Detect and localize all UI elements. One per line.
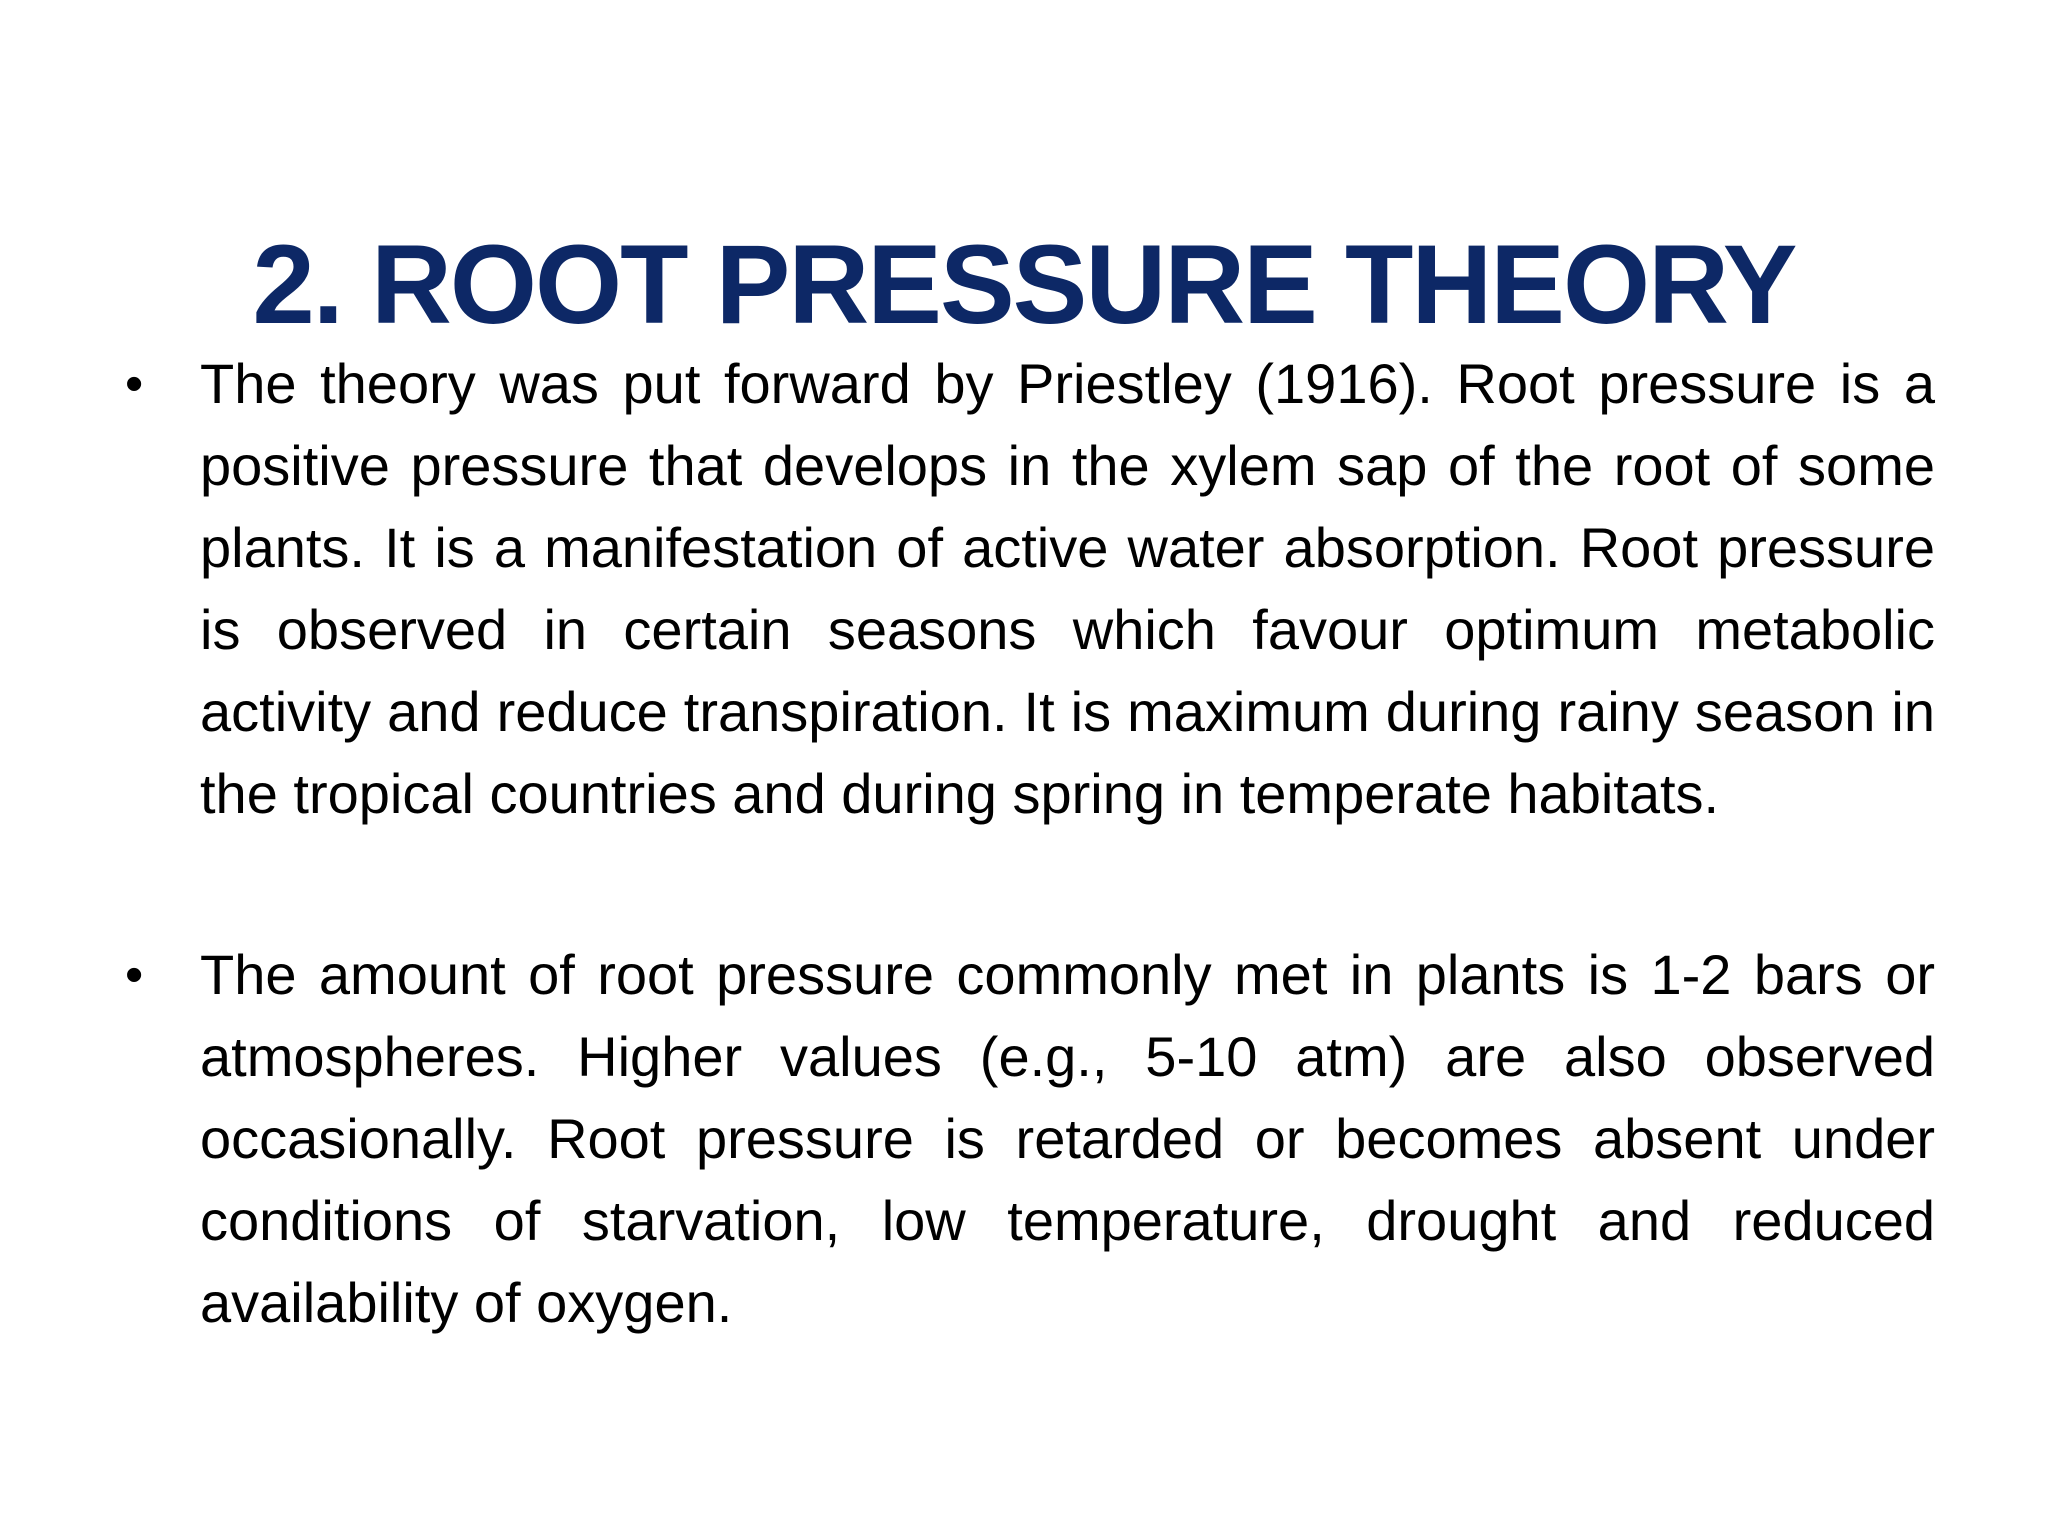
bullet-list <box>125 343 1935 1344</box>
bullet-marker: • <box>125 946 144 1004</box>
slide-title: 2. ROOT PRESSURE THEORY <box>252 222 1796 348</box>
bullet-marker: • <box>125 355 144 413</box>
bullet-text: The theory was put forward by Priestley (1916). Root pressure is a positive pressure that develops in the xylem sap of the root of some plants. It is a manifestation of active water absorption. Root pressure is observed in certain seasons which favour optimum metabolic activity and reduce transpiration. It is maximum during rainy season in the tropical countries and during spring in temperate habitats. <box>200 352 1935 825</box>
bullet-item-root-pressure-amount <box>125 934 1935 1344</box>
bullet-item-root-pressure-definition <box>125 343 1935 835</box>
bullet-text: The amount of root pressure commonly met in plants is 1-2 bars or atmospheres. Higher values (e.g., 5-10 atm) are also observed occasionally. Root pressure is retarded or becomes absent under conditions of starvation, low temperature, drought and reduced availability of oxygen. <box>200 943 1935 1334</box>
